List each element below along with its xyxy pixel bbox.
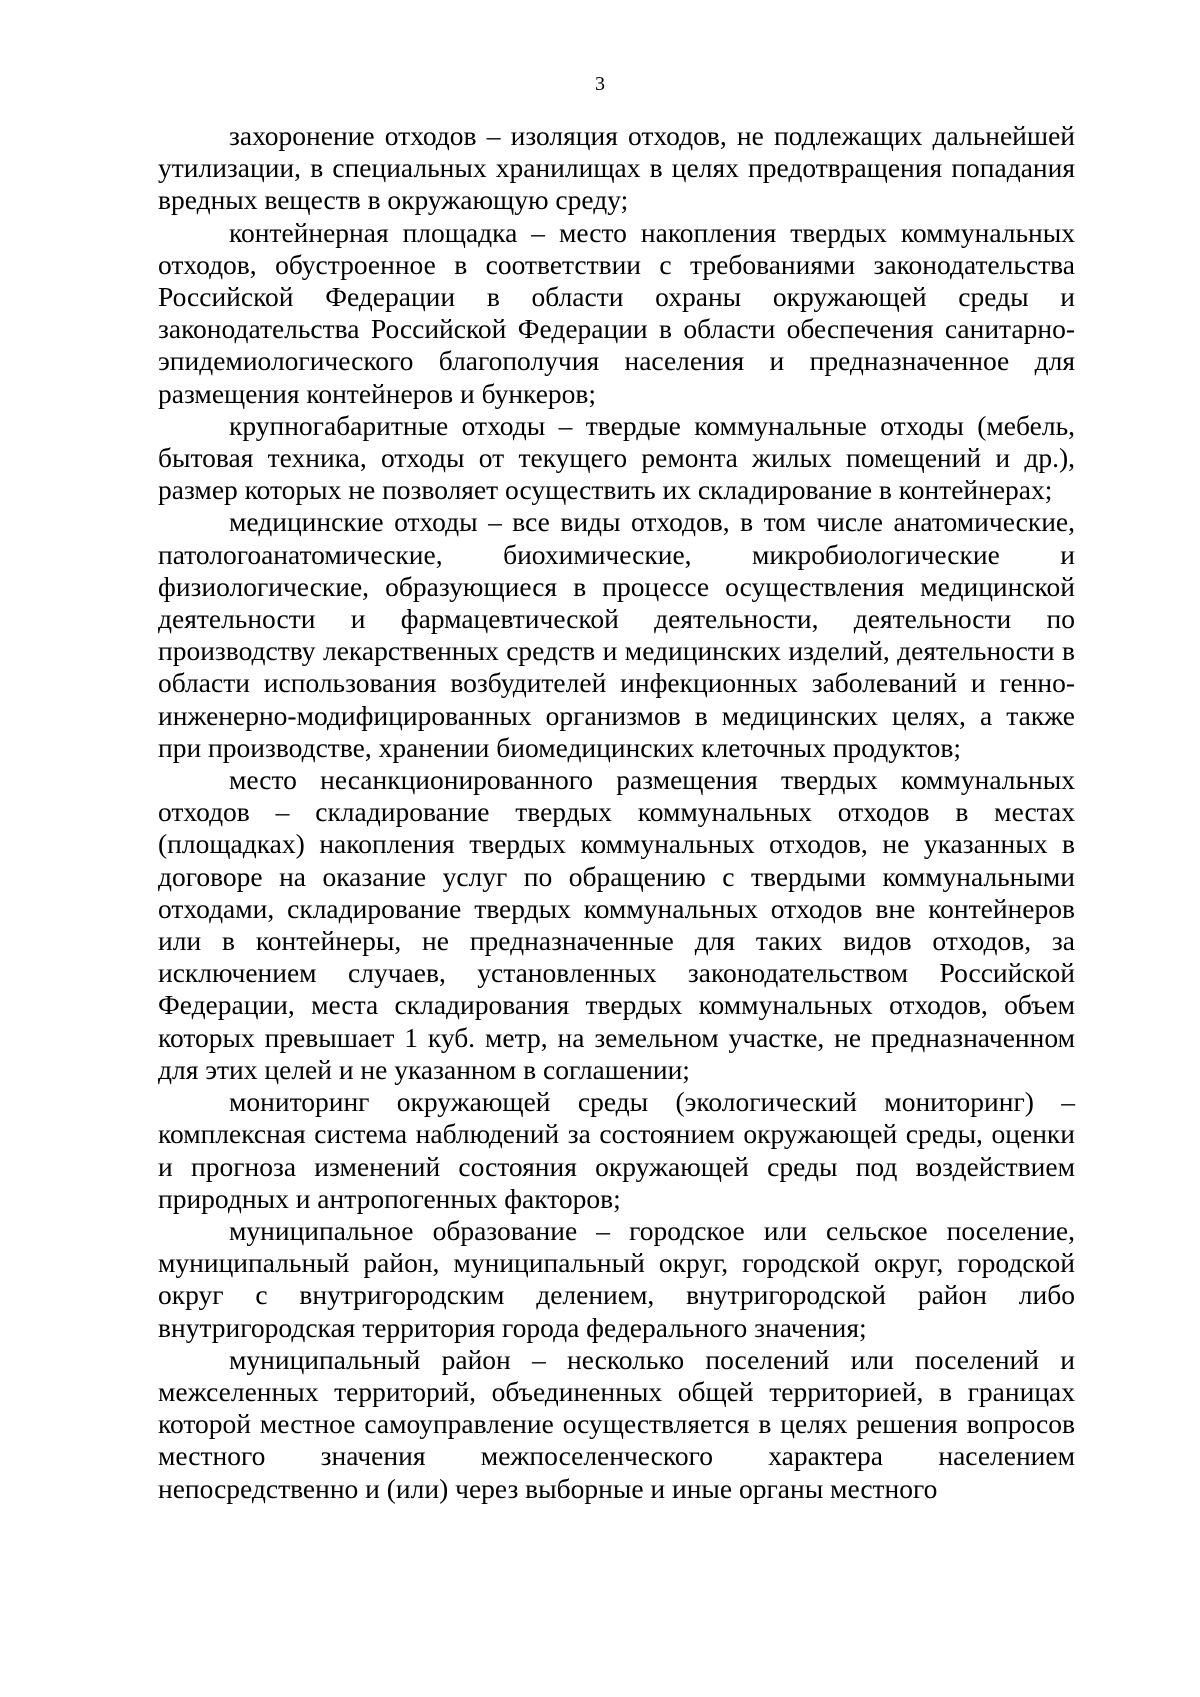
definition-paragraph-konteynernaya-ploshchadka: контейнерная площадка – место накопления твердых коммунальных отходов, обустроенное в соответствии с требованиями законодательства Российской Федерации в области охраны окружающей среды и законодательства Российской Федерации в области обеспечения санитарно-эпидемиологического благополучия населения и предназначенное для размещения контейнеров и бункеров; <box>158 216 1075 409</box>
definition-paragraph-krupnogabaritnye-otkhody: крупногабаритные отходы – твердые коммунальные отходы (мебель, бытовая техника, отходы от текущего ремонта жилых помещений и др.), размер которых не позволяет осуществить их складирование в контейнерах; <box>158 409 1075 506</box>
definition-paragraph-mesto-nesanktsionirovannogo-razmeshcheniya: место несанкционированного размещения твердых коммунальных отходов – складирование твердых коммунальных отходов в местах (площадках) накопления твердых коммунальных отходов, не указанных в договоре на оказание услуг по обращению с твердыми коммунальными отходами, складирование твердых коммунальных отходов вне контейнеров или в контейнеры, не предназначенные для таких видов отходов, за исключением случаев, установленных законодательством Российской Федерации, места складирования твердых коммунальных отходов, объем которых превышает 1 куб. метр, на земельном участке, не предназначенном для этих целей и не указанном в соглашении; <box>158 764 1075 1085</box>
definition-paragraph-meditsinskie-otkhody: медицинские отходы – все виды отходов, в том числе анатомические, патологоанатомические, биохимические, микробиологические и физиологические, образующиеся в процессе осуществления медицинской деятельности и фармацевтической деятельности, деятельности по производству лекарственных средств и медицинских изделий, деятельности в области использования возбудителей инфекционных заболеваний и генно-инженерно-модифицированных организмов в медицинских целях, а также при производстве, хранении биомедицинских клеточных продуктов; <box>158 506 1075 763</box>
definition-paragraph-munitsipalnoe-obrazovanie: муниципальное образование – городское или сельское поселение, муниципальный район, муниципальный округ, городской округ, городской округ с внутригородским делением, внутригородской район либо внутригородская территория города федерального значения; <box>158 1214 1075 1343</box>
page-number: 3 <box>595 73 605 95</box>
definition-paragraph-zakhoronenie: захоронение отходов – изоляция отходов, не подлежащих дальнейшей утилизации, в специальных хранилищах в целях предотвращения попадания вредных веществ в окружающую среду; <box>158 120 1075 216</box>
document-body <box>158 120 1075 1505</box>
definition-paragraph-monitoring: мониторинг окружающей среды (экологический мониторинг) – комплексная система наблюдений за состоянием окружающей среды, оценки и прогноза изменений состояния окружающей среды под воздействием природных и антропогенных факторов; <box>158 1086 1075 1214</box>
definition-paragraph-munitsipalnyy-rayon: муниципальный район – несколько поселений или поселений и межселенных территорий, объединенных общей территорией, в границах которой местное самоуправление осуществляется в целях решения вопросов местного значения межпоселенческого характера населением непосредственно и (или) через выборные и иные органы местного <box>158 1343 1075 1504</box>
